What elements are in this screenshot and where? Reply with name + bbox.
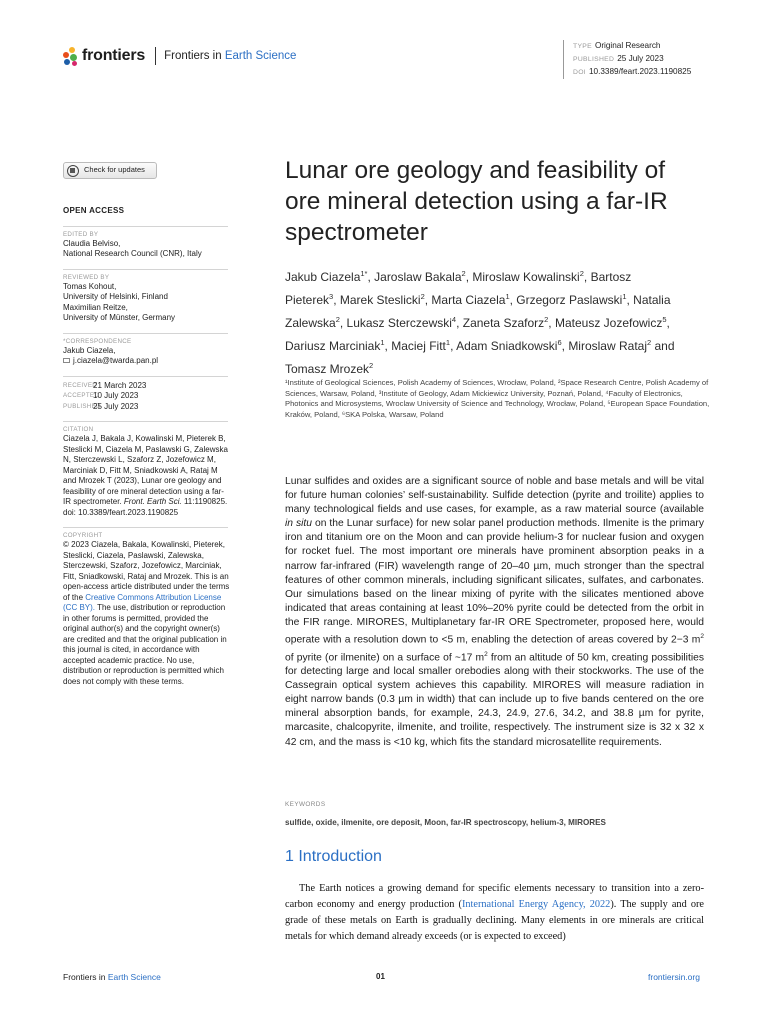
- author-affiliation-marker: 5: [662, 315, 667, 324]
- author-name[interactable]: Bartosz Pieterek: [285, 270, 632, 307]
- citation-link[interactable]: International Energy Agency, 2022: [461, 899, 611, 910]
- author-affiliation-marker: 2: [544, 315, 549, 324]
- open-access-label: OPEN ACCESS: [63, 206, 125, 215]
- author-affiliation-marker: 2: [461, 269, 466, 278]
- author-name[interactable]: Dariusz Marciniak: [285, 339, 381, 353]
- citation-section: CITATION Ciazela J, Bakala J, Kowalinski M, Pieterek B, Steslicki M, Ciazela M, Paslawski G, Zalewska N, Sterczewski L, Szaforz Z, Jozefowicz M, Marciniak D, Fitt M, Sniadkowski A, Rataj M and Mrozek T (2023), Lunar ore geology and feasibility of ore mineral detection using a far-IR spectrometer. Front. Earth Sci. 11:1190825. doi: 10.3389/feart.2023.1190825: [63, 421, 238, 518]
- author-name[interactable]: Maciej Fitt: [391, 339, 446, 353]
- author-affiliation-marker: 1*: [360, 269, 368, 278]
- dates-section: RECEIVED 21 March 2023 ACCEPTED 10 July 2023 PUBLISHED 25 July 2023: [63, 376, 238, 413]
- footer-journal: Frontiers in Earth Science: [63, 972, 161, 982]
- article-meta: TYPE Original Research PUBLISHED 25 July 2023 DOI 10.3389/feart.2023.1190825: [563, 40, 691, 79]
- cc-license-link[interactable]: Creative Commons Attribution License (CC BY).: [63, 592, 222, 612]
- author-affiliation-marker: 2: [579, 269, 584, 278]
- author-name[interactable]: Zaneta Szaforz: [462, 316, 545, 330]
- journal-header: [63, 46, 296, 66]
- introduction-paragraph: The Earth notices a growing demand for specific elements necessary to transition into a zero-carbon economy and energy production (International Energy Agency, 2022). The supply and ore grade of these metals on Earth is gradually declining. Many elements in ore minerals are critical metals for which demand already exceeds (or is expected to exceed): [285, 883, 704, 942]
- section-heading-introduction: 1 Introduction: [285, 848, 382, 865]
- keywords: sulfide, oxide, ilmenite, ore deposit, Moon, far-IR spectroscopy, helium-3, MIRORES: [285, 818, 606, 827]
- author-affiliation-marker: 6: [557, 338, 562, 347]
- email-link[interactable]: j.ciazela@twarda.pan.pl: [73, 356, 159, 365]
- footer-site-link[interactable]: frontiersin.org: [648, 972, 700, 982]
- doi-link[interactable]: 10.3389/feart.2023.1190825: [588, 67, 692, 76]
- check-updates-icon: [67, 165, 79, 177]
- journal-name[interactable]: Frontiers in Earth Science: [164, 50, 297, 62]
- page-number: 01: [376, 972, 385, 981]
- author-name[interactable]: Marek Steslicki: [339, 293, 421, 307]
- author-name[interactable]: Miroslaw Kowalinski: [472, 270, 580, 284]
- author-name[interactable]: Marta Ciazela: [431, 293, 506, 307]
- author-affiliation-marker: 2: [647, 338, 652, 347]
- author-name[interactable]: Natalia Zalewska: [285, 293, 671, 330]
- citation-doi[interactable]: doi: 10.3389/feart.2023.1190825: [63, 507, 179, 517]
- sidebar: [63, 162, 238, 696]
- author-affiliation-marker: 1: [445, 338, 451, 347]
- author-name[interactable]: Jakub Ciazela: [285, 270, 361, 284]
- author-name[interactable]: Tomasz Mrozek: [285, 362, 370, 376]
- frontiers-logo-icon: [63, 46, 79, 66]
- author-list: Jakub Ciazela$^{1*}$, Jaroslaw Bakala$^2$, Miroslaw Kowalinski$^2$, Bartosz Pieterek$^3$, Marek Steslicki$^2$, Marta Ciazela$^1$, Grzegorz Paslawski$^1$, Natalia Zalewska$^2$, Lukasz Sterczewski$^4$, Zaneta Szaforz$^2$, Mateusz Jozefowicz$^5$, Dariusz Marciniak$^1$, Maciej Fitt$^1$, Adam Sniadkowski$^6$, Miroslaw Rataj$^2$ and Tomasz Mrozek$^2$: [285, 269, 675, 376]
- correspondence-section: *CORRESPONDENCE Jakub Ciazela, j.ciazela@twarda.pan.pl: [63, 333, 238, 367]
- header-divider: [155, 47, 156, 65]
- edited-by-section: EDITED BY Claudia Belviso, National Research Council (CNR), Italy: [63, 226, 238, 260]
- author-affiliation-marker: 1: [622, 292, 627, 301]
- brand-name: frontiers: [82, 47, 146, 64]
- author-affiliation-marker: 1: [505, 292, 510, 301]
- author-affiliation-marker: 3: [329, 292, 334, 301]
- affiliations: ¹Institute of Geological Sciences, Polish Academy of Sciences, Wrocław, Poland, ²Space Research Centre, Polish Academy of Sciences, Warsaw, Poland, ³Institute of Geology, Adam Mickiewicz University, Poznań, Poland, ⁴Faculty of Electronics, Photonics and Microsystems, Wroclaw University of Science and Technology, Wrocław, Poland, ⁵European Space Foundation, Kraków, Poland, ⁶SKA Polska, Warsaw, Poland: [285, 378, 710, 419]
- copyright-section: COPYRIGHT © 2023 Ciazela, Bakala, Kowalinski, Pieterek, Steslicki, Ciazela, Paslawski, Zalewska, Sterczewski, Szaforz, Jozefowicz, Marciniak, Fitt, Sniadkowski, Rataj and Mrozek. This is an open-access article distributed under the terms of the Creative Commons Attribution License (CC BY). The use, distribution or reproduction in other forums is permitted, provided the original author(s) and the copyright owner(s) are credited and that the original publication in this journal is cited, in accordance with accepted academic practice. No use, distribution or reproduction is permitted which does not comply with these terms.: [63, 527, 238, 687]
- author-name[interactable]: Jaroslaw Bakala: [374, 270, 462, 284]
- author-affiliation-marker: 2: [369, 361, 374, 370]
- keywords-label: KEYWORDS: [285, 801, 326, 808]
- author-name[interactable]: Lukasz Sterczewski: [346, 316, 452, 330]
- author-name[interactable]: Mateusz Jozefowicz: [554, 316, 663, 330]
- author-affiliation-marker: 1: [380, 338, 385, 347]
- check-for-updates-button[interactable]: Check for updates: [63, 162, 157, 179]
- reviewed-by-section: REVIEWED BY Tomas Kohout, University of Helsinki, Finland Maximilian Reitze, University of Münster, Germany: [63, 269, 238, 324]
- author-name[interactable]: Adam Sniadkowski: [456, 339, 558, 353]
- author-affiliation-marker: 2: [335, 315, 340, 324]
- author-name[interactable]: Grzegorz Paslawski: [516, 293, 623, 307]
- author-affiliation-marker: 2: [420, 292, 425, 301]
- article-title: Lunar ore geology and feasibility of ore mineral detection using a far-IR spectrometer: [285, 157, 668, 246]
- email-icon: [63, 358, 70, 363]
- abstract: Lunar sulfides and oxides are a significant source of noble and base metals and will be vital for future human colonies’ self-sustainability. Sulfide detection (pyrite and troilite) applies to many technological fields and use cases, for example, as a raw material source (available in situ on the Lunar surface) for new solar panel production methods. Ilmenite is the primary iron and titanium ore on the Moon and can provide helium-3 for nuclear fusion and oxygen for rocket fuel. The most important ore minerals have prominent absorption peaks in a narrow far-infrared (FIR) wavelength range of 20–40 µm, much stronger than the spectral features of other common minerals, including significant silicates, sulfates, and carbonates. Our simulations based on the linear mixing of pyrite with the silicates mentioned above indicated that areas containing at least 10%–20% pyrite could be detected from the orbit in the FIR range. MIRORES, Multiplanetary far-IR ORE Spectrometer, proposed here, would operate with a resolution down to <5 m, enabling the detection of areas covered by 2−3 $m^2$ of pyrite (or ilmenite) on a surface of ~17 $m^2$ from an altitude of 50 km, creating possibilities for detecting large and local smaller orebodies along with their stockworks. The use of the Cassegrain optical system achieves this capability. MIRORES will measure radiation in eight narrow bands (0.3 µm in width) that can include up to five bands centered on the ore mineral absorption bands, for example, 24.3, 24.9, 27.6, 34.2, and 38.8 µm for pyrite, marcasite, chalcopyrite, ilmenite, and troilite, respectively. The instrument size is 32 x 32 x 42 cm, and the mass is <10 kg, which fits the standard microsatellite requirements.: [285, 476, 704, 748]
- author-name[interactable]: Miroslaw Rataj: [568, 339, 647, 353]
- author-affiliation-marker: 4: [451, 315, 457, 324]
